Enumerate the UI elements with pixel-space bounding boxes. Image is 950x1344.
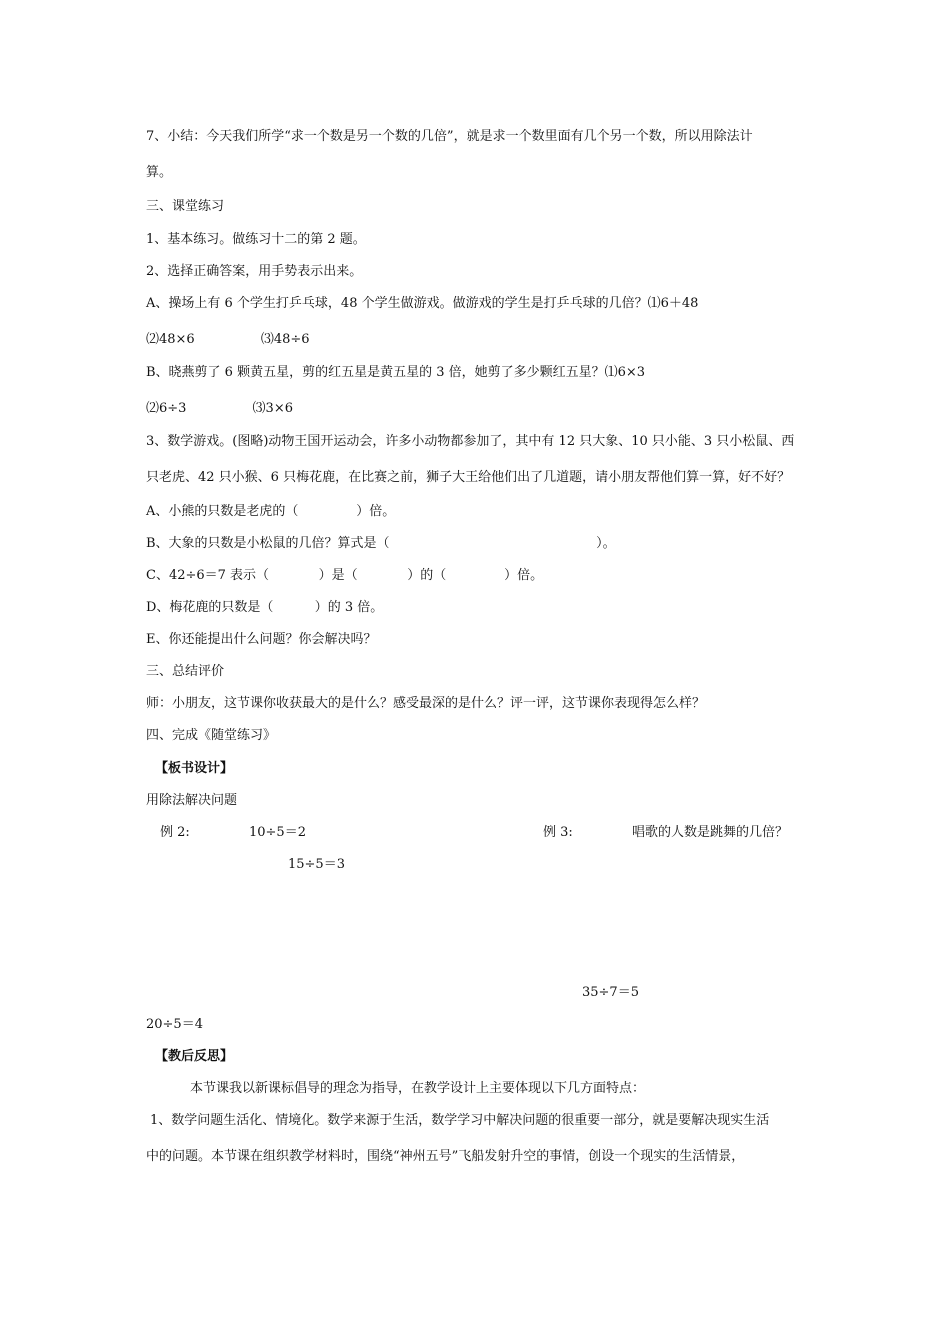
reflection-paragraph-1-line-1: 1、数学问题生活化、情境化。数学来源于生活，数学学习中解决问题的很重要一部分，就是要解决现实生活: [150, 1113, 770, 1128]
practice-item-3-line-1: 3、数学游戏。(图略)动物王国开运动会，许多小动物都参加了，其中有 12 只大象、10 只小能、3 只小松鼠、西: [146, 434, 795, 449]
summary-line-1: 7、小结：今天我们所学“求一个数是另一个数的几倍”，就是求一个数里面有几个另一个数，所以用除法计: [146, 129, 753, 144]
summary-line-2: 算。: [146, 165, 173, 180]
fill-blank-c: C、42÷6＝7 表示（ ）是（ ）的（ ）倍。: [146, 568, 544, 583]
fill-blank-b: B、大象的只数是小松鼠的几倍？算式是（ ）。: [146, 536, 616, 551]
practice-item-2: 2、选择正确答案，用手势表示出来。: [146, 264, 363, 279]
section-heading-homework: 四、完成《随堂练习》: [146, 728, 277, 743]
example-2-label: 例 2:: [160, 825, 190, 840]
fill-blank-e: E、你还能提出什么问题？你会解决吗？: [146, 632, 377, 647]
practice-item-3-line-2: 只老虎、42 只小猴、6 只梅花鹿，在比赛之前，狮子大王给他们出了几道题，请小朋友帮他们算一算，好不好？: [146, 470, 791, 485]
question-b-line-1: B、晓燕剪了 6 颗黄五星，剪的红五星是黄五星的 3 倍，她剪了多少颗红五星？⑴6×3: [146, 365, 646, 380]
fill-blank-d: D、梅花鹿的只数是（ ）的 3 倍。: [146, 600, 384, 615]
evaluation-text: 师：小朋友，这节课你收获最大的是什么？感受最深的是什么？评一评，这节课你表现得怎么样？: [146, 696, 706, 711]
fill-blank-a: A、小熊的只数是老虎的（ ）倍。: [146, 504, 396, 519]
reflection-intro: 本节课我以新课标倡导的理念为指导，在教学设计上主要体现以下几方面特点：: [190, 1081, 646, 1096]
board-extra-equation: 20÷5＝4: [146, 1017, 203, 1032]
section-heading-practice: 三、课堂练习: [146, 199, 225, 214]
question-a-line-1: A、操场上有 6 个学生打乒乓球，48 个学生做游戏。做游戏的学生是打乒乓球的几倍？⑴6＋48: [146, 296, 699, 311]
board-title: 用除法解决问题: [146, 793, 238, 808]
example-3-label: 例 3:: [543, 825, 573, 840]
reflection-paragraph-1-line-2: 中的问题。本节课在组织教学材料时，围绕“神州五号”飞船发射升空的事情，创设一个现实的生活情景，: [146, 1149, 745, 1164]
reflection-heading: 【教后反思】: [155, 1049, 234, 1064]
example-3-question: 唱歌的人数是跳舞的几倍？: [632, 825, 789, 840]
board-design-heading: 【板书设计】: [155, 761, 234, 776]
example-2-equation-2: 15÷5＝3: [288, 857, 345, 872]
question-a-options: ⑵48×6 ⑶48÷6: [146, 332, 310, 347]
example-2-equation-1: 10÷5＝2: [249, 825, 306, 840]
example-3-equation: 35÷7＝5: [582, 985, 639, 1000]
question-b-options: ⑵6÷3 ⑶3×6: [146, 401, 293, 416]
practice-item-1: 1、基本练习。做练习十二的第 2 题。: [146, 232, 366, 247]
section-heading-evaluation: 三、总结评价: [146, 664, 225, 679]
